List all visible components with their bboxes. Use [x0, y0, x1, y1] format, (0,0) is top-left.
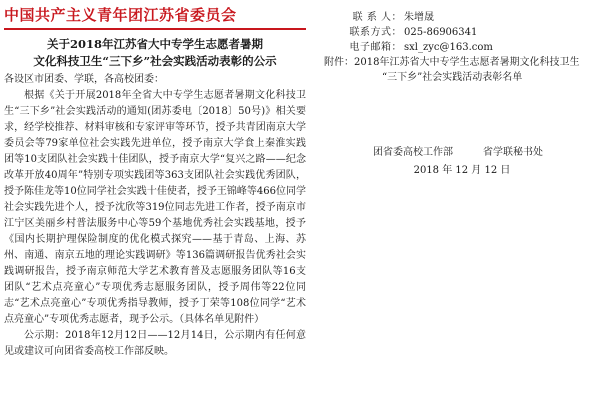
contact-person-row	[324, 10, 592, 25]
body-paragraph-main: 根据《关于开展2018年全省大中专学生志愿者暑期文化科技卫生“三下乡”社会实践活动的通知(团苏委电〔2018〕50号)》相关要求，经学校推荐、材料审核和专家评审等环节，授予共青团南京大学委员会等79家单位社会实践先进单位，授予南京大学食上秦淮实践团等10支团队社会实践十佳团队，授予南京大学“复兴之路——纪念改革开放40周年”特别专项实践团等363支团队社会实践优秀团队，授予陈佳龙等10位同学社会实践十佳使者，授予王锦峰等466位同学社会实践先进个人，授予沈欣等319位同志先进工作者，授予南京市江宁区美丽乡村普法服务中心等59个基地优秀社会实践基地，授予《国内长期护理保险制度的优化模式探究——基于青岛、上海、苏州、南通、南京五地的理论实践调研》等136篇调研报告优秀社会实践调研报告，授予南京师范大学艺术教育普及志愿服务团队等16支团队“艺术点亮童心”专项优秀志愿服务团队，授予周伟等22位同志“艺术点亮童心”专项优秀指导教师，授予丁荣等108位同学“艺术点亮童心”专项优秀志愿者，现予公示。（具体名单见附件）	[4, 90, 306, 325]
notice-body	[4, 88, 306, 360]
contact-person-value: 朱增晟	[404, 12, 434, 23]
attachment-line2: “三下乡”社会实践活动表彰名单	[382, 72, 523, 83]
signoff-dept-student-union: 省学联秘书处	[483, 147, 543, 158]
recipient-line: 各设区市团委、学联，各高校团委：	[4, 74, 164, 85]
attachment-note	[324, 55, 592, 85]
document-title-line2: 文化科技卫生“三下乡”社会实践活动表彰的公示	[33, 54, 277, 68]
signoff-dept-youth-league: 团省委高校工作部	[373, 147, 453, 158]
org-letterhead: 中国共产主义青年团江苏省委员会	[4, 6, 237, 24]
contact-email-label: 电子邮箱：	[349, 42, 402, 53]
contact-phone-row	[324, 25, 592, 40]
signoff-departments	[324, 145, 592, 161]
contact-person-label: 联 系 人：	[352, 12, 402, 23]
contact-phone-value: 025-86906341	[404, 27, 478, 38]
contact-email-value: sxl_zyc@163.com	[404, 42, 493, 53]
letterhead-divider	[4, 28, 306, 30]
document-title-line1: 关于2018年江苏省大中专学生志愿者暑期	[46, 37, 263, 51]
signoff-date: 2018 年 12 月 12 日	[413, 165, 511, 176]
body-paragraph-publicity-period: 公示期：2018年12月12日——12月14日，公示期内有任何意见或建议可向团省委高校工作部反映。	[4, 330, 306, 357]
contact-phone-label: 联系方式：	[349, 27, 402, 38]
attachment-line1: 附件：2018年江苏省大中专学生志愿者暑期文化科技卫生	[324, 57, 580, 68]
contact-email-row	[324, 40, 592, 55]
notice-right-page	[312, 0, 600, 400]
